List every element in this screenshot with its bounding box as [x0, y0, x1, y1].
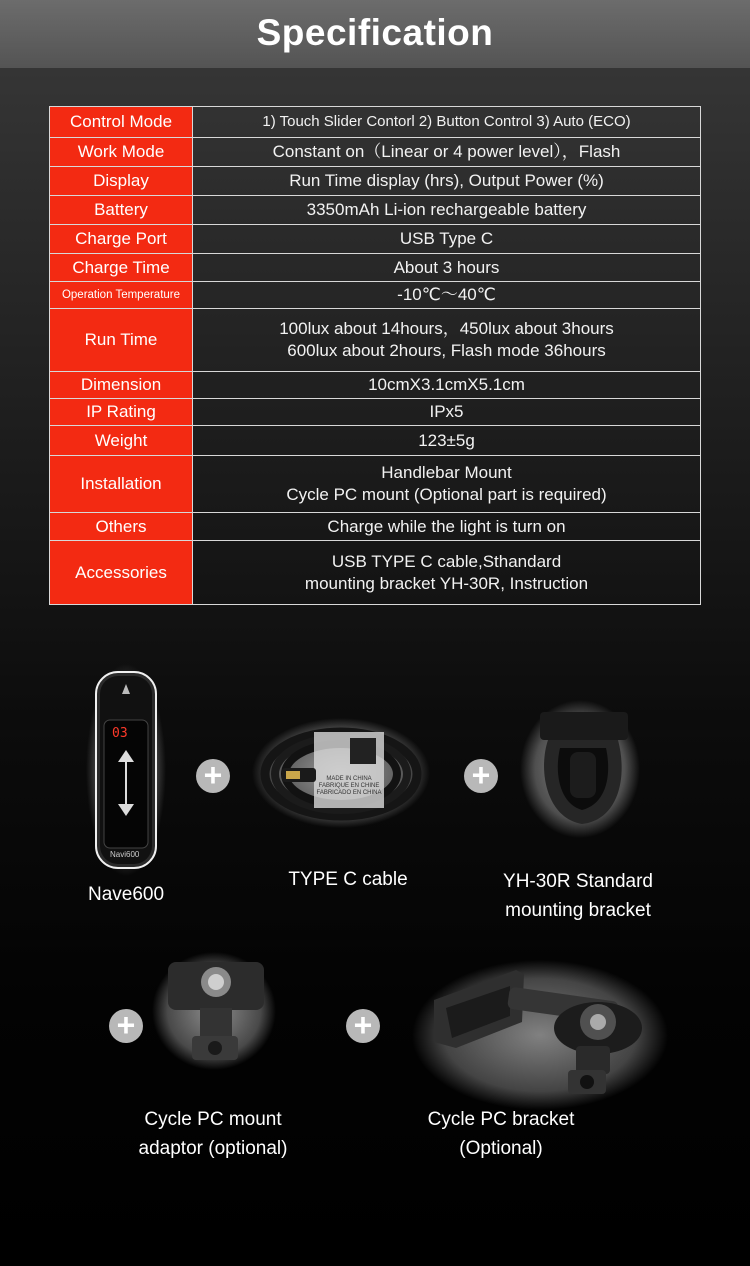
pc-mount-adaptor-image [152, 952, 276, 1070]
spec-row-charge-port [50, 225, 701, 254]
bracket-label-line: mounting bracket [505, 900, 651, 921]
page-title: Specification [256, 12, 494, 53]
spec-value: 3350mAh Li-ion rechargeable battery [193, 196, 701, 225]
pc-bracket-image [412, 960, 668, 1110]
plus-icon: + [464, 759, 498, 793]
spec-row-ip-rating [50, 399, 701, 426]
adaptor-label [120, 1105, 306, 1163]
bracket-label-line: YH-30R Standard [503, 871, 653, 892]
spec-key: Charge Time [50, 254, 193, 282]
spec-value: Constant on（Linear or 4 power level），Flash [193, 138, 701, 167]
adaptor-label-line: Cycle PC mount [144, 1109, 282, 1130]
cable-tag-line: FABRIQUE EN CHINE [318, 783, 380, 789]
spec-value [193, 541, 701, 605]
spec-row-weight [50, 426, 701, 456]
spec-row-accessories [50, 541, 701, 605]
spec-key: Work Mode [50, 138, 193, 167]
spec-row-battery [50, 196, 701, 225]
spec-value: 10cmX3.1cmX5.1cm [193, 372, 701, 399]
spec-value [193, 309, 701, 372]
spec-key: Installation [50, 456, 193, 513]
spec-row-run-time [50, 309, 701, 372]
spec-value-line: USB TYPE C cable,Sthandard [331, 551, 562, 571]
spec-row-charge-time [50, 254, 701, 282]
yh30r-bracket-image [520, 700, 640, 838]
spec-value: About 3 hours [193, 254, 701, 282]
pc-bracket-label-line: Cycle PC bracket [427, 1109, 575, 1130]
spec-key: Display [50, 167, 193, 196]
bike-light-image [82, 662, 170, 878]
cable-package-tag [314, 776, 384, 797]
spec-value: USB Type C [193, 225, 701, 254]
spec-value: 1) Touch Slider Contorl 2) Button Control 3) Auto (ECO) [193, 107, 701, 138]
cable-tag-line: FABRICADO EN CHINA [316, 790, 382, 796]
plus-icon: + [346, 1009, 380, 1043]
spec-row-control-mode [50, 107, 701, 138]
spec-key: IP Rating [50, 399, 193, 426]
spec-row-work-mode [50, 138, 701, 167]
pc-bracket-label-line: (Optional) [459, 1138, 543, 1159]
spec-row-display [50, 167, 701, 196]
spec-value-line: Handlebar Mount [381, 463, 512, 482]
spec-row-others [50, 513, 701, 541]
spec-value: 123±5g [193, 426, 701, 456]
spec-value: Run Time display (hrs), Output Power (%) [193, 167, 701, 196]
spec-key: Charge Port [50, 225, 193, 254]
type-c-cable-image [252, 718, 430, 828]
cable-label: TYPE C cable [288, 869, 408, 890]
spec-value [193, 456, 701, 513]
spec-value-line: 600lux about 2hours, Flash mode 36hours [287, 341, 606, 360]
spec-key: Run Time [50, 309, 193, 372]
spec-value: IPx5 [193, 399, 701, 426]
spec-key: Accessories [50, 541, 193, 605]
spec-value-line: 100lux about 14hours，450lux about 3hours [279, 319, 614, 338]
plus-icon: + [109, 1009, 143, 1043]
spec-key: Control Mode [50, 107, 193, 138]
cable-tag-line: MADE IN CHINA [326, 776, 372, 782]
bracket-label [490, 867, 666, 925]
spec-key: Dimension [50, 372, 193, 399]
light-brand-mark: Navi600 [110, 850, 140, 859]
spec-row-installation [50, 456, 701, 513]
adaptor-label-line: adaptor (optional) [138, 1138, 288, 1159]
spec-key: Operation Temperature [50, 282, 193, 309]
spec-key: Weight [50, 426, 193, 456]
light-label: Nave600 [87, 884, 165, 905]
pc-bracket-label [410, 1105, 592, 1163]
spec-value-line: Cycle PC mount (Optional part is required) [286, 485, 607, 504]
spec-value: -10℃～40℃ [193, 282, 701, 309]
spec-value: Charge while the light is turn on [193, 513, 701, 541]
spec-row-dimension [50, 372, 701, 399]
spec-table [49, 106, 701, 605]
plus-icon: + [196, 759, 230, 793]
header-bar [0, 0, 750, 68]
light-display-readout: 03 [112, 726, 128, 741]
spec-row-operation-temperature [50, 282, 701, 309]
spec-key: Others [50, 513, 193, 541]
spec-key: Battery [50, 196, 193, 225]
spec-value-line: mounting bracket YH-30R, Instruction [304, 573, 589, 593]
